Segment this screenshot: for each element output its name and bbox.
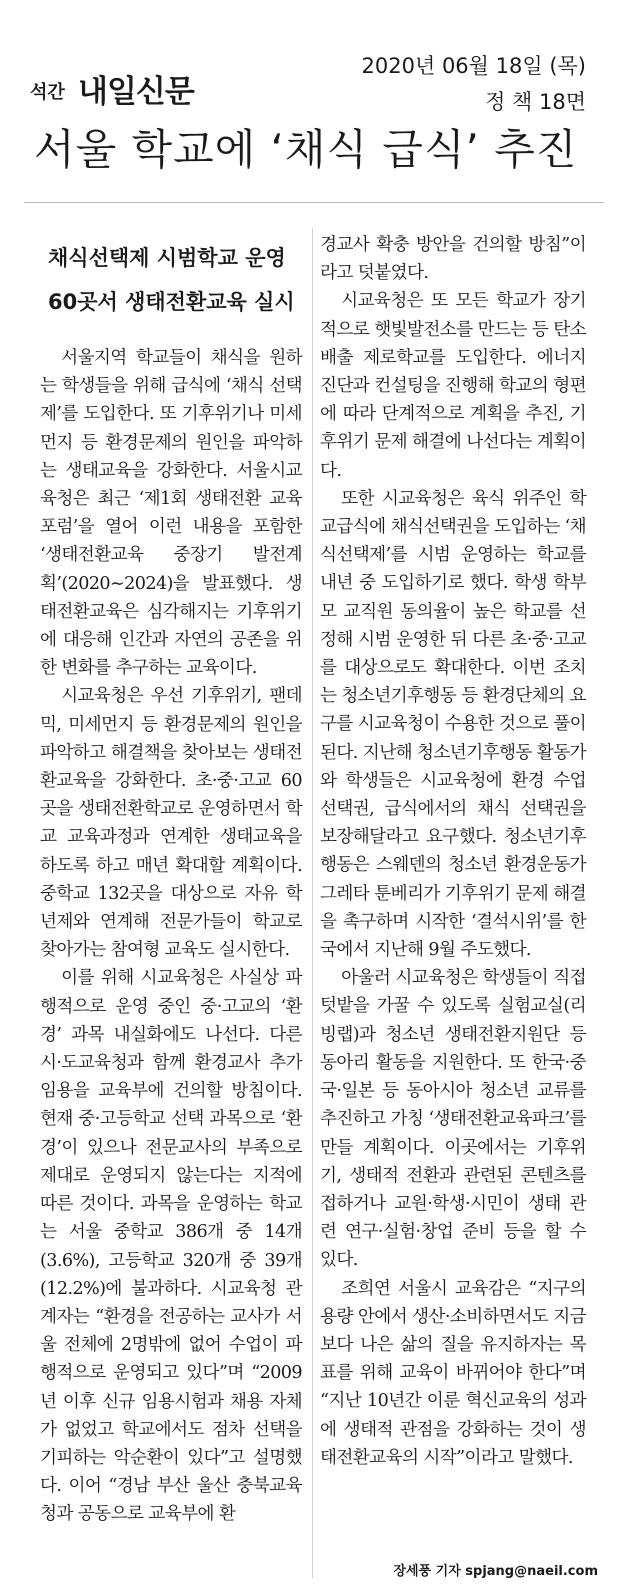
- paper-prefix: 석간: [30, 82, 65, 103]
- subheadline-line-1: 채식선택제 시범학교 운영: [48, 246, 286, 270]
- column-divider: [312, 228, 313, 1578]
- right-column: [320, 231, 586, 1472]
- left-column: [40, 344, 302, 1529]
- paragraph: 시교육청은 또 모든 학교가 장기적으로 햇빛발전소를 만드는 등 탄소배출 제로학교를 도입한다. 에너지 진단과 컨설팅을 진행해 학교의 형편에 따라 단계적으로 계획을 추진, 기후위기 문제 해결에 나선다는 계획이다.: [320, 291, 586, 481]
- headline: 서울 학교에 ‘채식 급식’ 추진: [34, 125, 578, 174]
- paragraph: 시교육청은 우선 기후위기, 팬데믹, 미세먼지 등 환경문제의 원인을 파악하고 해결책을 찾아보는 생태전환교육을 강화한다. 초·중·고교 60곳을 생태전환학교로 운영하면서 학교 교육과정과 연계한 생태교육을 하도록 하고 매년 확대할 계획이다. 중학교 132곳을 대상으로 자유 학년제와 연계해 전문가들이 학교로 찾아가는 참여형 교육도 실시한다.: [40, 686, 302, 961]
- subheadline-line-2: 60곳서 생태전환교육 실시: [48, 290, 295, 314]
- paragraph: 조희연 서울시 교육감은 “지구의 용량 안에서 생산·소비하면서도 지금보다 나은 삶의 질을 유지하자는 목표를 위해 교육이 바뀌어야 한다”며 “지난 10년간 이룬 혁신교육의 성과에 생태적 관점을 강화하는 것이 생태전환교육의 시작”이라고 말했다.: [320, 1278, 586, 1468]
- paragraph: 경교사 확충 방안을 건의할 방침”이라고 덧붙였다.: [320, 235, 586, 284]
- paragraph: 아울러 시교육청은 학생들이 직접 텃밭을 가꿀 수 있도록 실험교실(리빙랩)과 청소년 생태전환지원단 등 동아리 활동을 지원한다. 또 한국·중국·일본 등 동아시아 청소년 교류를 추진하고 가칭 ‘생태전환교육파크’를 만들 계획이다. 이곳에서는 기후위기, 생태적 전환과 관련된 콘텐츠를 접하거나 교원·학생·시민이 생태 관련 연구·실험·창업 준비 등을 할 수 있다.: [320, 968, 586, 1271]
- headline-rule: [24, 202, 604, 203]
- paragraph: 서울지역 학교들이 채식을 원하는 학생들을 위해 급식에 ‘채식 선택제’를 도입한다. 또 기후위기나 미세먼지 등 환경문제의 원인을 파악하는 생태교육을 강화한다. 서울시교육청은 최근 ‘제1회 생태전환 교육 포럼’을 열어 이런 내용을 포함한 ‘생태전환교육 중장기 발전계획’(2020∼2024)을 발표했다. 생태전환교육은 심각해지는 기후위기에 대응해 인간과 자연의 공존을 위한 변화를 추구하는 교육이다.: [40, 348, 302, 679]
- section-page: 정 책 18면: [485, 90, 586, 114]
- publication-date: 2020년 06월 18일 (목): [361, 54, 586, 78]
- paragraph: 또한 시교육청은 육식 위주인 학교급식에 채식선택권을 도입하는 ‘채식선택제’를 시범 운영하는 학교를 내년 중 도입하기로 했다. 학생 학부모 교직원 동의율이 높은 학교를 선정해 시범 운영한 뒤 다른 초·중·고교를 대상으로도 확대한다. 이번 조치는 청소년기후행동 등 환경단체의 요구를 시교육청이 수용한 것으로 풀이된다. 지난해 청소년기후행동 활동가와 학생들은 시교육청에 환경 수업 선택권, 급식에서의 채식 선택권을 보장해달라고 요구했다. 청소년기후행동은 스웨덴의 청소년 환경운동가 그레타 툰베리가 기후위기 문제 해결을 촉구하며 시작한 ‘결석시위’를 한국에서 지난해 9월 주도했다.: [320, 488, 586, 961]
- paper-name: 내일신문: [78, 74, 194, 110]
- subheadline: [48, 236, 304, 324]
- paragraph: 이를 위해 시교육청은 사실상 파행적으로 운영 중인 중·고교의 ‘환경’ 과목 내실화에도 나선다. 다른 시·도교육청과 함께 환경교사 추가 임용을 교육부에 건의할 방침이다. 현재 중·고등학교 선택 과목으로 ‘환경’이 있으나 전문교사의 부족으로 제대로 운영되지 않는다는 지적에 따른 것이다. 과목을 운영하는 학교는 서울 중학교 386개 중 14개(3.6%), 고등학교 320개 중 39개(12.2%)에 불과하다. 시교육청 관계자는 “환경을 전공하는 교사가 서울 전체에 2명밖에 없어 수업이 파행적으로 운영되고 있다”며 “2009년 이후 신규 임용시험과 채용 자체가 없었고 학교에서도 점차 선택을 기피하는 악순환이 있다”고 설명했다. 이어 “경남 부산 울산 충북교육청과 공동으로 교육부에 환: [40, 968, 302, 1525]
- byline: 장세풍 기자 spjang@naeil.com: [393, 1564, 598, 1579]
